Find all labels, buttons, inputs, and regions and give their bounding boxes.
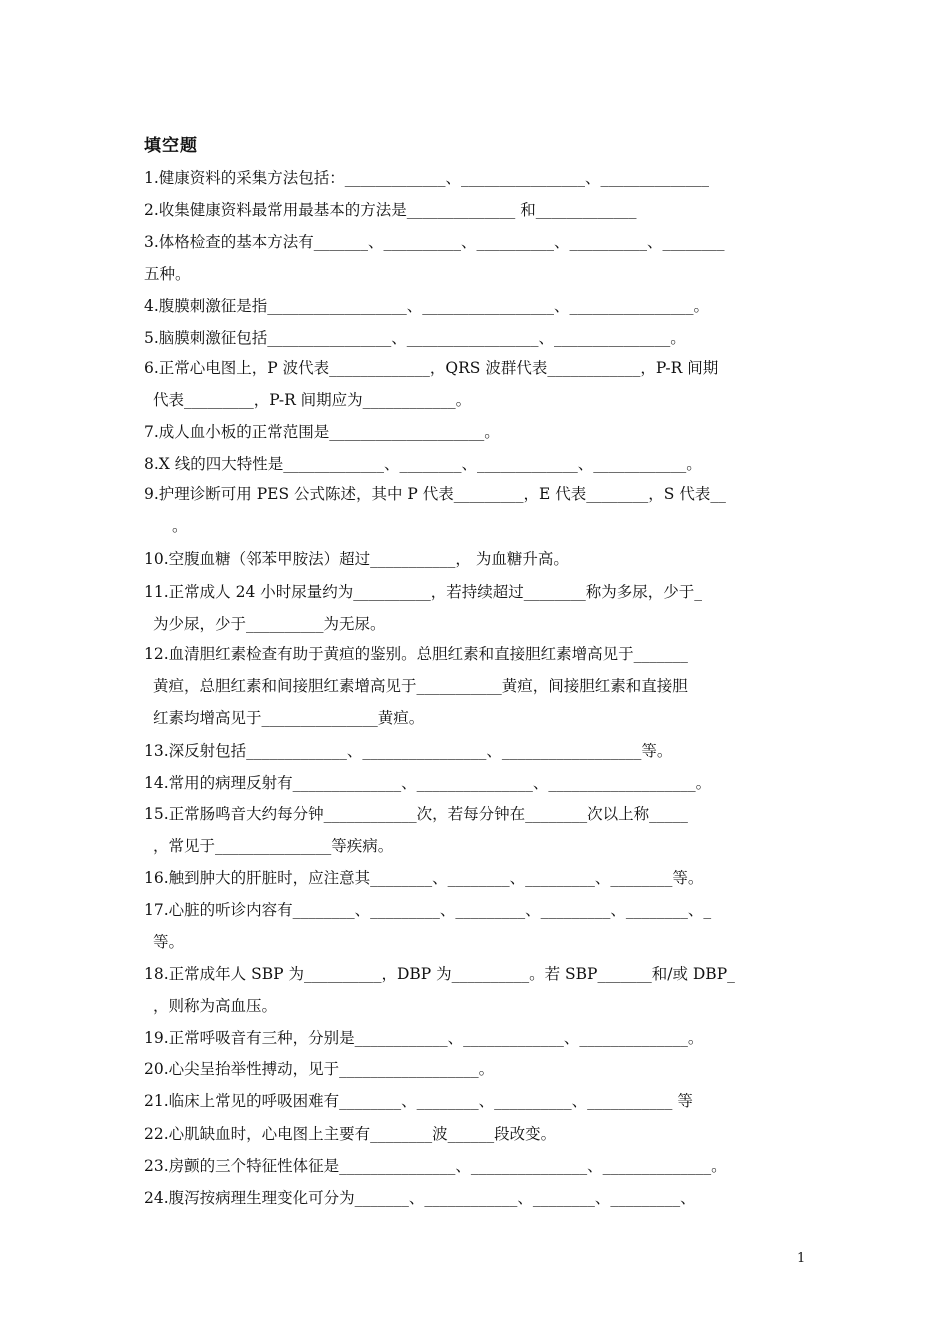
question-18 <box>144 958 812 1022</box>
question-line: 10.空腹血糖（邻苯甲胺法）超过___________， 为血糖升高。 <box>144 550 569 568</box>
question-19 <box>144 1022 812 1054</box>
question-24 <box>144 1182 812 1214</box>
question-9 <box>144 478 812 542</box>
section-title: 填空题 <box>144 136 198 156</box>
question-line: ，则称为高血压。 <box>153 997 278 1015</box>
question-line: 为少尿，少于__________为无尿。 <box>153 615 386 633</box>
question-line: 23.房颤的三个特征性体征是_______________、_______________、______________。 <box>144 1157 727 1175</box>
question-line: 16.触到肿大的肝脏时，应注意其________、________、_________、________等。 <box>144 869 704 887</box>
question-line: 17.心脏的听诊内容有________、_________、_________、_________、________、_ <box>144 901 712 919</box>
question-16 <box>144 862 812 894</box>
question-line: 8.X 线的四大特性是_____________、________、_____________、____________。 <box>144 455 702 473</box>
question-15 <box>144 798 812 862</box>
question-line: 19.正常呼吸音有三种，分别是____________、_____________、______________。 <box>144 1029 704 1047</box>
question-line: 21.临床上常见的呼吸困难有________、________、__________、___________ 等 <box>144 1092 693 1110</box>
question-11 <box>144 576 812 640</box>
question-23 <box>144 1150 812 1182</box>
page-number: 1 <box>797 1251 806 1266</box>
question-21 <box>144 1085 812 1117</box>
question-14 <box>144 767 812 799</box>
question-line: 13.深反射包括_____________、________________、__________________等。 <box>144 742 673 760</box>
question-7 <box>144 416 812 448</box>
question-2 <box>144 194 812 226</box>
question-line: 6.正常心电图上，P 波代表_____________，QRS 波群代表____________，P-R 间期 <box>144 359 719 377</box>
question-line: 14.常用的病理反射有______________、_______________、___________________。 <box>144 774 712 792</box>
question-line: 12.血清胆红素检查有助于黄疸的鉴别。总胆红素和直接胆红素增高见于_______ <box>144 645 688 663</box>
question-3 <box>144 226 812 290</box>
question-line: 红素均增高见于_______________黄疸。 <box>153 709 425 727</box>
question-22 <box>144 1118 812 1150</box>
question-13 <box>144 735 812 767</box>
question-line: 2.收集健康资料最常用最基本的方法是______________ 和_____________ <box>144 201 637 219</box>
question-line: 15.正常肠鸣音大约每分钟____________次，若每分钟在________次以上称_____ <box>144 805 688 823</box>
question-5 <box>144 322 812 354</box>
question-line: 黄疸，总胆红素和间接胆红素增高见于___________黄疸，间接胆红素和直接胆 <box>153 677 688 695</box>
question-line: 24.腹泻按病理生理变化可分为_______、____________、________、_________、 <box>144 1189 696 1207</box>
question-1 <box>144 162 812 194</box>
question-8 <box>144 448 812 480</box>
question-line: 等。 <box>153 933 185 951</box>
question-line: 20.心尖呈抬举性搏动，见于__________________。 <box>144 1060 495 1078</box>
question-line: 4.腹膜刺激征是指__________________、_________________、________________。 <box>144 297 710 315</box>
question-line: 18.正常成年人 SBP 为__________，DBP 为__________。若 SBP_______和/或 DBP_ <box>144 965 735 983</box>
question-line: 。 <box>172 517 188 535</box>
question-line: 9.护理诊断可用 PES 公式陈述，其中 P 代表_________，E 代表________，S 代表__ <box>144 485 726 503</box>
question-line: 22.心肌缺血时，心电图上主要有________波______段改变。 <box>144 1125 557 1143</box>
question-line: 代表_________，P-R 间期应为____________。 <box>153 391 472 409</box>
question-line: 7.成人血小板的正常范围是____________________。 <box>144 423 500 441</box>
question-12 <box>144 638 812 734</box>
question-line: 五种。 <box>144 265 191 283</box>
question-6 <box>144 352 812 416</box>
question-17 <box>144 894 812 958</box>
question-20 <box>144 1053 812 1085</box>
question-line: 5.脑膜刺激征包括________________、_________________、_______________。 <box>144 329 686 347</box>
question-10 <box>144 543 812 575</box>
question-line: 11.正常成人 24 小时尿量约为__________，若持续超过________称为多尿，少于_ <box>144 583 702 601</box>
question-line: 3.体格检查的基本方法有_______、__________、__________、__________、________ <box>144 233 725 251</box>
question-line: 1.健康资料的采集方法包括：_____________、________________、______________ <box>144 169 710 187</box>
question-4 <box>144 290 812 322</box>
question-line: ，常见于_______________等疾病。 <box>153 837 394 855</box>
